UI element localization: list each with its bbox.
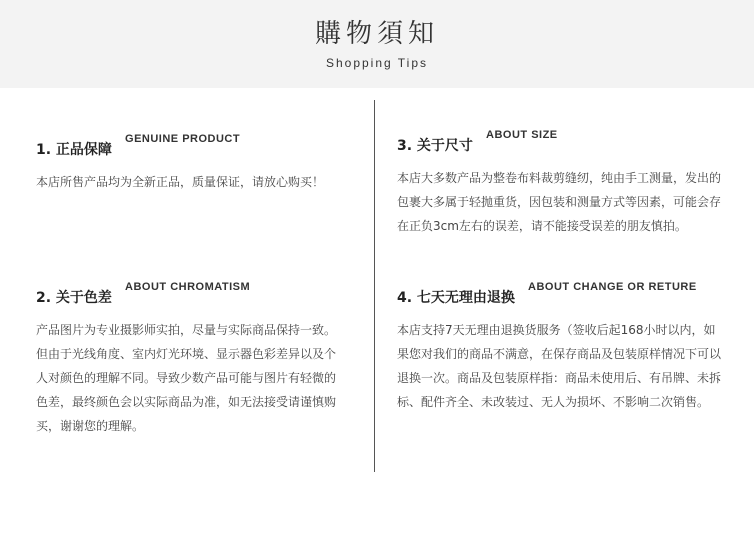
page-title: 購物須知 [314, 19, 439, 49]
section-body: 本店所售产品均为全新正品，质量保证，请放心购买！ [36, 175, 325, 189]
section-english-title: ABOUT CHROMATISM [125, 281, 251, 293]
column-divider [374, 100, 375, 472]
section-english-title: ABOUT SIZE [486, 129, 558, 141]
header-band [0, 0, 754, 88]
section-body: 本店大多数产品为整卷布料裁剪缝纫，纯由手工测量，发出的包裹大多属于轻抛重货，因包装和测量方式等因素，可能会存在正负3cm左右的误差，请不能接受误差的朋友慎拍。 [397, 171, 722, 233]
page-subtitle: Shopping Tips [325, 56, 429, 70]
section-return-policy [397, 281, 722, 414]
section-heading [397, 129, 732, 160]
section-title: 1. 正品保障 [36, 142, 112, 158]
section-heading [36, 281, 336, 312]
section-title: 3. 关于尺寸 [397, 138, 473, 154]
section-english-title: GENUINE PRODUCT [125, 133, 241, 145]
section-chromatism [36, 281, 337, 438]
section-body: 本店支持7天无理由退换货服务（签收后起168小时以内，如果您对我们的商品不满意，在保存商品及包装原样情况下可以退换一次。商品及包装原样指：商品未使用后、有吊牌、未拆标、配件齐全、未改装过、无人为损坏、不影响二次销售。 [397, 323, 722, 409]
section-heading [397, 281, 722, 312]
section-size [397, 129, 732, 238]
section-heading [36, 133, 336, 164]
section-title: 4. 七天无理由退换 [397, 290, 515, 306]
section-english-title: ABOUT CHANGE OR RETURE [528, 281, 697, 293]
section-body: 产品图片为专业摄影师实拍，尽量与实际商品保持一致。但由于光线角度、室内灯光环境、显示器色彩差异以及个人对颜色的理解不同。导致少数产品可能与图片有轻微的色差，最终颜色会以实际商品为准，如无法接受请谨慎购买，谢谢您的理解。 [36, 323, 337, 433]
section-genuine-product [36, 133, 336, 194]
section-title: 2. 关于色差 [36, 290, 112, 306]
